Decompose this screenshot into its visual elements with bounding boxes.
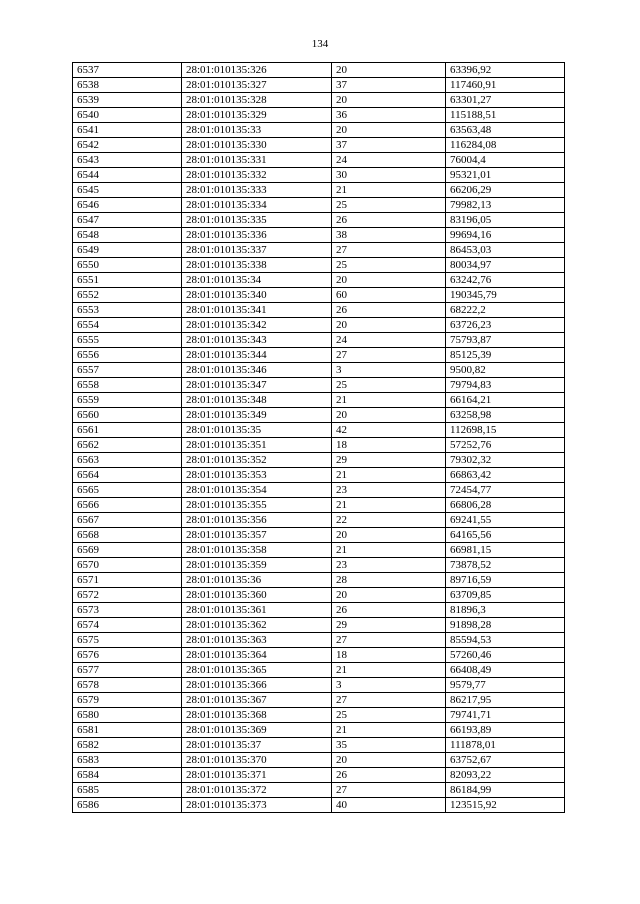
value-cell: 75793,87 — [446, 333, 565, 348]
cadastral-number-cell: 28:01:010135:352 — [182, 453, 332, 468]
cadastral-number-cell: 28:01:010135:358 — [182, 543, 332, 558]
table-row — [73, 783, 565, 798]
value-cell: 99694,16 — [446, 228, 565, 243]
cadastral-number-cell: 28:01:010135:331 — [182, 153, 332, 168]
row-number-cell: 6579 — [73, 693, 182, 708]
area-cell: 27 — [332, 783, 446, 798]
table-row — [73, 78, 565, 93]
cadastral-number-cell: 28:01:010135:330 — [182, 138, 332, 153]
cadastral-number-cell: 28:01:010135:369 — [182, 723, 332, 738]
table-body — [73, 63, 565, 813]
cadastral-number-cell: 28:01:010135:337 — [182, 243, 332, 258]
cadastral-number-cell: 28:01:010135:34 — [182, 273, 332, 288]
cadastral-number-cell: 28:01:010135:367 — [182, 693, 332, 708]
area-cell: 35 — [332, 738, 446, 753]
area-cell: 27 — [332, 348, 446, 363]
table-row — [73, 303, 565, 318]
cadastral-number-cell: 28:01:010135:368 — [182, 708, 332, 723]
value-cell: 89716,59 — [446, 573, 565, 588]
value-cell: 57252,76 — [446, 438, 565, 453]
row-number-cell: 6549 — [73, 243, 182, 258]
area-cell: 21 — [332, 498, 446, 513]
area-cell: 25 — [332, 378, 446, 393]
value-cell: 190345,79 — [446, 288, 565, 303]
row-number-cell: 6582 — [73, 738, 182, 753]
area-cell: 36 — [332, 108, 446, 123]
table-row — [73, 723, 565, 738]
value-cell: 85125,39 — [446, 348, 565, 363]
row-number-cell: 6578 — [73, 678, 182, 693]
row-number-cell: 6580 — [73, 708, 182, 723]
value-cell: 76004,4 — [446, 153, 565, 168]
area-cell: 37 — [332, 138, 446, 153]
cadastral-number-cell: 28:01:010135:344 — [182, 348, 332, 363]
cadastral-number-cell: 28:01:010135:333 — [182, 183, 332, 198]
table-row — [73, 768, 565, 783]
table-row — [73, 573, 565, 588]
cadastral-number-cell: 28:01:010135:37 — [182, 738, 332, 753]
row-number-cell: 6576 — [73, 648, 182, 663]
value-cell: 85594,53 — [446, 633, 565, 648]
table-row — [73, 363, 565, 378]
table-row — [73, 618, 565, 633]
row-number-cell: 6558 — [73, 378, 182, 393]
area-cell: 20 — [332, 408, 446, 423]
value-cell: 69241,55 — [446, 513, 565, 528]
table-row — [73, 243, 565, 258]
value-cell: 79982,13 — [446, 198, 565, 213]
table-row — [73, 408, 565, 423]
table-row — [73, 528, 565, 543]
table-row — [73, 63, 565, 78]
cadastral-number-cell: 28:01:010135:356 — [182, 513, 332, 528]
table-row — [73, 228, 565, 243]
table-row — [73, 393, 565, 408]
data-table — [72, 62, 565, 813]
area-cell: 20 — [332, 273, 446, 288]
area-cell: 21 — [332, 723, 446, 738]
area-cell: 21 — [332, 183, 446, 198]
table-row — [73, 438, 565, 453]
row-number-cell: 6560 — [73, 408, 182, 423]
area-cell: 3 — [332, 363, 446, 378]
row-number-cell: 6565 — [73, 483, 182, 498]
table-row — [73, 423, 565, 438]
cadastral-number-cell: 28:01:010135:336 — [182, 228, 332, 243]
table-row — [73, 558, 565, 573]
row-number-cell: 6566 — [73, 498, 182, 513]
page-number: 134 — [311, 38, 329, 50]
area-cell: 20 — [332, 753, 446, 768]
row-number-cell: 6542 — [73, 138, 182, 153]
table-row — [73, 483, 565, 498]
table-row — [73, 213, 565, 228]
row-number-cell: 6540 — [73, 108, 182, 123]
value-cell: 66863,42 — [446, 468, 565, 483]
cadastral-number-cell: 28:01:010135:36 — [182, 573, 332, 588]
table-row — [73, 273, 565, 288]
area-cell: 3 — [332, 678, 446, 693]
row-number-cell: 6570 — [73, 558, 182, 573]
row-number-cell: 6556 — [73, 348, 182, 363]
value-cell: 86217,95 — [446, 693, 565, 708]
value-cell: 63301,27 — [446, 93, 565, 108]
area-cell: 25 — [332, 258, 446, 273]
row-number-cell: 6583 — [73, 753, 182, 768]
cadastral-number-cell: 28:01:010135:373 — [182, 798, 332, 813]
area-cell: 20 — [332, 528, 446, 543]
value-cell: 73878,52 — [446, 558, 565, 573]
value-cell: 82093,22 — [446, 768, 565, 783]
table-row — [73, 183, 565, 198]
cadastral-number-cell: 28:01:010135:365 — [182, 663, 332, 678]
row-number-cell: 6584 — [73, 768, 182, 783]
value-cell: 91898,28 — [446, 618, 565, 633]
table-row — [73, 663, 565, 678]
value-cell: 63726,23 — [446, 318, 565, 333]
value-cell: 116284,08 — [446, 138, 565, 153]
area-cell: 21 — [332, 663, 446, 678]
row-number-cell: 6586 — [73, 798, 182, 813]
cadastral-number-cell: 28:01:010135:366 — [182, 678, 332, 693]
area-cell: 29 — [332, 618, 446, 633]
area-cell: 26 — [332, 603, 446, 618]
value-cell: 66206,29 — [446, 183, 565, 198]
table-row — [73, 753, 565, 768]
area-cell: 27 — [332, 633, 446, 648]
area-cell: 26 — [332, 213, 446, 228]
row-number-cell: 6568 — [73, 528, 182, 543]
area-cell: 37 — [332, 78, 446, 93]
area-cell: 20 — [332, 318, 446, 333]
value-cell: 111878,01 — [446, 738, 565, 753]
table-row — [73, 738, 565, 753]
row-number-cell: 6575 — [73, 633, 182, 648]
row-number-cell: 6543 — [73, 153, 182, 168]
value-cell: 81896,3 — [446, 603, 565, 618]
value-cell: 66806,28 — [446, 498, 565, 513]
row-number-cell: 6563 — [73, 453, 182, 468]
table-row — [73, 333, 565, 348]
value-cell: 79302,32 — [446, 453, 565, 468]
cadastral-number-cell: 28:01:010135:354 — [182, 483, 332, 498]
value-cell: 63752,67 — [446, 753, 565, 768]
cadastral-number-cell: 28:01:010135:372 — [182, 783, 332, 798]
table-row — [73, 648, 565, 663]
cadastral-number-cell: 28:01:010135:353 — [182, 468, 332, 483]
value-cell: 63563,48 — [446, 123, 565, 138]
cadastral-number-cell: 28:01:010135:355 — [182, 498, 332, 513]
value-cell: 63396,92 — [446, 63, 565, 78]
value-cell: 66408,49 — [446, 663, 565, 678]
table-row — [73, 633, 565, 648]
cadastral-number-cell: 28:01:010135:340 — [182, 288, 332, 303]
table-row — [73, 153, 565, 168]
value-cell: 63258,98 — [446, 408, 565, 423]
row-number-cell: 6545 — [73, 183, 182, 198]
value-cell: 86453,03 — [446, 243, 565, 258]
row-number-cell: 6577 — [73, 663, 182, 678]
value-cell: 123515,92 — [446, 798, 565, 813]
table-row — [73, 678, 565, 693]
cadastral-number-cell: 28:01:010135:35 — [182, 423, 332, 438]
table-row — [73, 378, 565, 393]
area-cell: 42 — [332, 423, 446, 438]
row-number-cell: 6559 — [73, 393, 182, 408]
table-row — [73, 498, 565, 513]
value-cell: 79741,71 — [446, 708, 565, 723]
cadastral-number-cell: 28:01:010135:362 — [182, 618, 332, 633]
row-number-cell: 6562 — [73, 438, 182, 453]
table-row — [73, 348, 565, 363]
row-number-cell: 6581 — [73, 723, 182, 738]
row-number-cell: 6585 — [73, 783, 182, 798]
cadastral-number-cell: 28:01:010135:349 — [182, 408, 332, 423]
area-cell: 28 — [332, 573, 446, 588]
row-number-cell: 6547 — [73, 213, 182, 228]
cadastral-number-cell: 28:01:010135:360 — [182, 588, 332, 603]
area-cell: 23 — [332, 483, 446, 498]
area-cell: 20 — [332, 63, 446, 78]
cadastral-number-cell: 28:01:010135:329 — [182, 108, 332, 123]
area-cell: 18 — [332, 648, 446, 663]
cadastral-number-cell: 28:01:010135:33 — [182, 123, 332, 138]
value-cell: 9500,82 — [446, 363, 565, 378]
value-cell: 86184,99 — [446, 783, 565, 798]
area-cell: 23 — [332, 558, 446, 573]
table-row — [73, 93, 565, 108]
table-row — [73, 123, 565, 138]
row-number-cell: 6548 — [73, 228, 182, 243]
value-cell: 64165,56 — [446, 528, 565, 543]
table-row — [73, 513, 565, 528]
area-cell: 29 — [332, 453, 446, 468]
cadastral-number-cell: 28:01:010135:338 — [182, 258, 332, 273]
area-cell: 27 — [332, 693, 446, 708]
cadastral-number-cell: 28:01:010135:364 — [182, 648, 332, 663]
cadastral-number-cell: 28:01:010135:343 — [182, 333, 332, 348]
table-row — [73, 258, 565, 273]
value-cell: 68222,2 — [446, 303, 565, 318]
area-cell: 40 — [332, 798, 446, 813]
row-number-cell: 6574 — [73, 618, 182, 633]
area-cell: 26 — [332, 768, 446, 783]
value-cell: 83196,05 — [446, 213, 565, 228]
cadastral-number-cell: 28:01:010135:328 — [182, 93, 332, 108]
row-number-cell: 6554 — [73, 318, 182, 333]
cadastral-number-cell: 28:01:010135:327 — [182, 78, 332, 93]
row-number-cell: 6567 — [73, 513, 182, 528]
row-number-cell: 6552 — [73, 288, 182, 303]
cadastral-number-cell: 28:01:010135:335 — [182, 213, 332, 228]
cadastral-number-cell: 28:01:010135:346 — [182, 363, 332, 378]
row-number-cell: 6551 — [73, 273, 182, 288]
cadastral-number-cell: 28:01:010135:342 — [182, 318, 332, 333]
area-cell: 60 — [332, 288, 446, 303]
cadastral-number-cell: 28:01:010135:334 — [182, 198, 332, 213]
row-number-cell: 6572 — [73, 588, 182, 603]
area-cell: 22 — [332, 513, 446, 528]
area-cell: 24 — [332, 333, 446, 348]
value-cell: 117460,91 — [446, 78, 565, 93]
cadastral-number-cell: 28:01:010135:371 — [182, 768, 332, 783]
row-number-cell: 6573 — [73, 603, 182, 618]
table-row — [73, 708, 565, 723]
value-cell: 66981,15 — [446, 543, 565, 558]
row-number-cell: 6537 — [73, 63, 182, 78]
row-number-cell: 6538 — [73, 78, 182, 93]
area-cell: 20 — [332, 93, 446, 108]
area-cell: 20 — [332, 588, 446, 603]
value-cell: 66164,21 — [446, 393, 565, 408]
value-cell: 57260,46 — [446, 648, 565, 663]
table-row — [73, 588, 565, 603]
cadastral-number-cell: 28:01:010135:363 — [182, 633, 332, 648]
cadastral-number-cell: 28:01:010135:361 — [182, 603, 332, 618]
area-cell: 20 — [332, 123, 446, 138]
row-number-cell: 6569 — [73, 543, 182, 558]
row-number-cell: 6564 — [73, 468, 182, 483]
value-cell: 95321,01 — [446, 168, 565, 183]
table-row — [73, 693, 565, 708]
area-cell: 25 — [332, 708, 446, 723]
area-cell: 25 — [332, 198, 446, 213]
row-number-cell: 6539 — [73, 93, 182, 108]
table-row — [73, 108, 565, 123]
area-cell: 18 — [332, 438, 446, 453]
area-cell: 30 — [332, 168, 446, 183]
table-row — [73, 138, 565, 153]
value-cell: 63242,76 — [446, 273, 565, 288]
area-cell: 21 — [332, 543, 446, 558]
area-cell: 21 — [332, 393, 446, 408]
value-cell: 80034,97 — [446, 258, 565, 273]
table-row — [73, 453, 565, 468]
value-cell: 66193,89 — [446, 723, 565, 738]
row-number-cell: 6571 — [73, 573, 182, 588]
area-cell: 26 — [332, 303, 446, 318]
row-number-cell: 6550 — [73, 258, 182, 273]
cadastral-number-cell: 28:01:010135:359 — [182, 558, 332, 573]
value-cell: 112698,15 — [446, 423, 565, 438]
cadastral-number-cell: 28:01:010135:370 — [182, 753, 332, 768]
table-row — [73, 318, 565, 333]
table-row — [73, 543, 565, 558]
table-row — [73, 198, 565, 213]
value-cell: 9579,77 — [446, 678, 565, 693]
value-cell: 72454,77 — [446, 483, 565, 498]
area-cell: 21 — [332, 468, 446, 483]
row-number-cell: 6546 — [73, 198, 182, 213]
table-row — [73, 468, 565, 483]
table-row — [73, 798, 565, 813]
value-cell: 115188,51 — [446, 108, 565, 123]
value-cell: 63709,85 — [446, 588, 565, 603]
cadastral-number-cell: 28:01:010135:341 — [182, 303, 332, 318]
cadastral-number-cell: 28:01:010135:332 — [182, 168, 332, 183]
area-cell: 27 — [332, 243, 446, 258]
row-number-cell: 6561 — [73, 423, 182, 438]
cadastral-number-cell: 28:01:010135:351 — [182, 438, 332, 453]
cadastral-number-cell: 28:01:010135:347 — [182, 378, 332, 393]
row-number-cell: 6553 — [73, 303, 182, 318]
area-cell: 38 — [332, 228, 446, 243]
row-number-cell: 6557 — [73, 363, 182, 378]
row-number-cell: 6544 — [73, 168, 182, 183]
area-cell: 24 — [332, 153, 446, 168]
cadastral-number-cell: 28:01:010135:326 — [182, 63, 332, 78]
cadastral-number-cell: 28:01:010135:357 — [182, 528, 332, 543]
row-number-cell: 6541 — [73, 123, 182, 138]
table-row — [73, 603, 565, 618]
row-number-cell: 6555 — [73, 333, 182, 348]
value-cell: 79794,83 — [446, 378, 565, 393]
cadastral-number-cell: 28:01:010135:348 — [182, 393, 332, 408]
table-row — [73, 168, 565, 183]
table-row — [73, 288, 565, 303]
